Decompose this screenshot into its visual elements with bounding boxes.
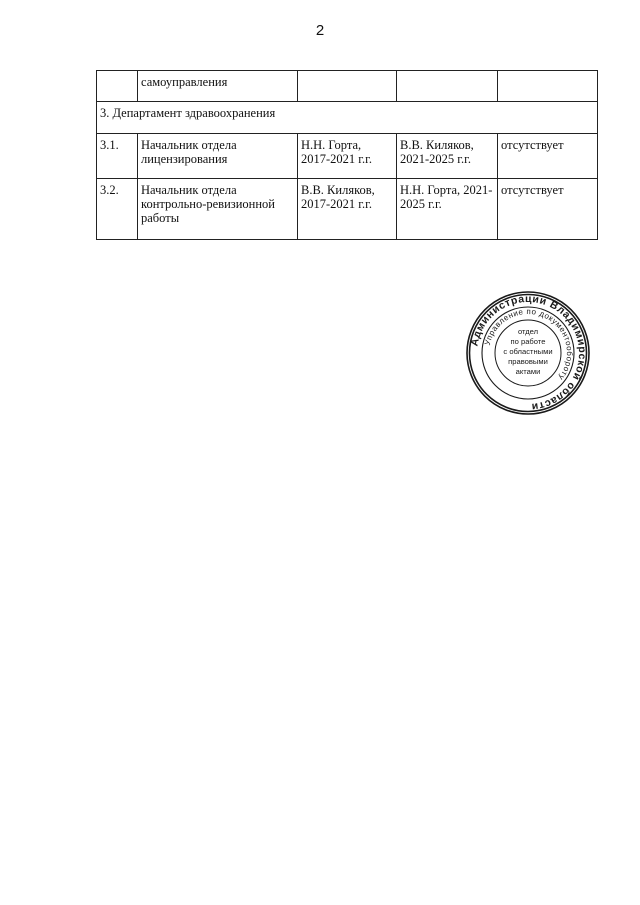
cell-new-holder: В.В. Киляков, 2021-2025 г.г.	[397, 134, 498, 179]
cell-previous-holder: Н.Н. Горта, 2017-2021 г.г.	[298, 134, 397, 179]
stamp-center-line: актами	[515, 367, 541, 376]
stamp-seal-icon	[465, 290, 591, 416]
page-number: 2	[315, 22, 325, 39]
stamp-center-line: правовыми	[508, 357, 548, 366]
stamp-center-line: отдел	[517, 327, 539, 336]
cell-new-holder: Н.Н. Горта, 2021-2025 г.г.	[397, 179, 498, 240]
cell-note	[498, 71, 598, 102]
table-section-row	[97, 102, 598, 134]
cell-position: Начальник отдела контрольно-ревизионной работы	[138, 179, 298, 240]
cell-note: отсутствует	[498, 134, 598, 179]
cell-new-holder	[397, 71, 498, 102]
table-row	[97, 71, 598, 102]
section-heading: 3. Департамент здравоохранения	[97, 102, 598, 134]
table-row	[97, 179, 598, 240]
document-table	[96, 70, 598, 240]
table-row	[97, 134, 598, 179]
cell-previous-holder: В.В. Киляков, 2017-2021 г.г.	[298, 179, 397, 240]
stamp-center-line: с областными	[503, 347, 553, 356]
cell-number: 3.1.	[97, 134, 138, 179]
cell-position: Начальник отдела лицензирования	[138, 134, 298, 179]
cell-note: отсутствует	[498, 179, 598, 240]
stamp-inner-ring-text: Управление по документообороту	[482, 306, 575, 382]
cell-previous-holder	[298, 71, 397, 102]
cell-number	[97, 71, 138, 102]
cell-position: самоуправления	[138, 71, 298, 102]
stamp-center-line: по работе	[510, 337, 546, 346]
stamp-outer-text: Администрации Владимирской области	[468, 292, 589, 413]
cell-number: 3.2.	[97, 179, 138, 240]
official-stamp	[465, 290, 591, 416]
